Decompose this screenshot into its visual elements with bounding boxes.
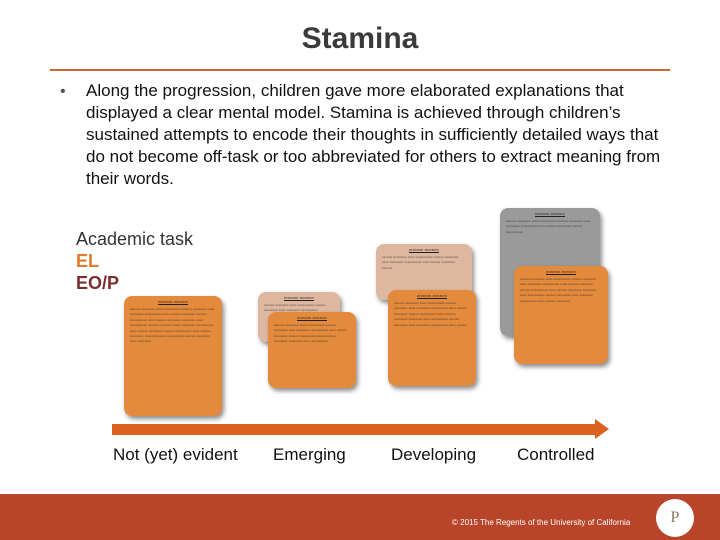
row-labels bbox=[76, 228, 193, 294]
card-heading: ▭▭▭▭ ▭▭▭▭ bbox=[535, 212, 565, 216]
label-eop: EO/P bbox=[76, 273, 120, 293]
card-body: ▭▭▭ ▭▭▭▭ ▭▭ ▭▭▭▭▭ ▭▭▭ ▭▭▭▭ ▭▭ ▭▭▭▭ ▭▭▭▭▭ ▭▭ ▭▭▭ ▭▭▭▭ ▭▭▭ bbox=[382, 255, 460, 270]
card-heading: ▭▭▭▭ ▭▭▭▭ bbox=[409, 248, 439, 252]
label-el: EL bbox=[76, 251, 100, 271]
example-card-controlled bbox=[514, 266, 608, 364]
stage-emerging: Emerging bbox=[273, 445, 346, 464]
slide-title: Stamina bbox=[301, 22, 419, 55]
example-card-not-yet-evident bbox=[124, 296, 222, 416]
title-divider bbox=[50, 69, 670, 71]
bullet-text: Along the progression, children gave more elaborated explanations that displayed a clear mental model. Stamina is achieved through children’s sustained attempts to encode their thoughts in sufficiently detailed ways that do not become off-task or too abbreviated for others to extract meaning from their words. bbox=[86, 81, 661, 188]
bullet-dot-icon: • bbox=[60, 83, 66, 100]
card-heading: ▭▭▭▭ ▭▭▭▭ bbox=[546, 270, 576, 274]
card-heading: ▭▭▭▭ ▭▭▭▭ bbox=[297, 316, 327, 320]
card-heading: ▭▭▭▭ ▭▭▭▭ bbox=[417, 294, 447, 298]
label-academic-task: Academic task bbox=[76, 229, 194, 249]
bullet-item bbox=[60, 80, 670, 190]
footer-bar bbox=[0, 494, 720, 540]
card-body: ▭▭▭ ▭▭▭▭ ▭▭ ▭▭▭▭▭ ▭▭▭ ▭▭▭▭ ▭▭ ▭▭▭▭ ▭▭▭▭▭ ▭▭ ▭▭▭ ▭▭▭▭ ▭▭▭ ▭▭▭▭▭ ▭▭ ▭▭▭ ▭▭▭▭ ▭▭▭▭ ▭▭ ▭▭▭▭▭ ▭▭▭ ▭▭▭▭ ▭▭ ▭▭▭▭ ▭▭▭▭▭ ▭▭ ▭▭▭ bbox=[394, 301, 468, 327]
arrow-head-icon bbox=[595, 419, 609, 439]
stage-developing: Developing bbox=[391, 445, 477, 464]
logo bbox=[656, 499, 694, 537]
example-card-emerging bbox=[268, 312, 356, 388]
card-body: ▭▭▭ ▭▭▭▭ ▭▭ ▭▭▭▭▭ ▭▭▭ ▭▭▭▭ ▭▭ ▭▭▭▭ ▭▭▭▭▭ ▭▭ ▭▭▭ ▭▭▭▭ ▭▭▭ ▭▭▭▭▭ ▭▭ ▭▭▭ ▭▭▭▭ ▭▭▭▭ ▭▭ ▭▭▭▭▭ ▭▭▭ ▭▭▭▭ ▭▭ ▭▭▭▭ ▭▭▭▭▭ ▭▭ ▭▭▭ ▭▭▭▭ ▭▭▭ ▭▭▭▭▭ ▭▭ ▭▭▭ ▭▭▭▭ ▭▭▭▭ ▭▭ ▭▭▭▭▭ ▭▭▭ ▭▭▭▭ ▭▭ ▭▭▭▭ bbox=[130, 307, 216, 344]
card-heading: ▭▭▭▭ ▭▭▭▭ bbox=[158, 300, 188, 304]
progression-arrow bbox=[112, 424, 597, 435]
logo-icon: P bbox=[670, 509, 680, 526]
stage-controlled: Controlled bbox=[517, 445, 595, 464]
card-body: ▭▭▭ ▭▭▭▭ ▭▭ ▭▭▭▭▭ ▭▭▭ ▭▭▭▭ ▭▭ ▭▭▭▭ ▭▭▭▭▭ ▭▭ ▭▭▭ ▭▭▭▭ ▭▭▭ ▭▭▭▭▭ ▭▭ ▭▭▭ ▭▭▭▭ ▭▭▭▭ ▭▭ ▭▭▭▭▭ ▭▭▭ ▭▭▭▭ ▭▭ ▭▭▭▭ ▭▭▭▭▭ ▭▭ ▭▭▭ ▭▭▭▭ bbox=[520, 277, 598, 303]
card-heading: ▭▭▭▭ ▭▭▭▭ bbox=[284, 296, 314, 300]
stage-not-yet-evident: Not (yet) evident bbox=[113, 445, 238, 464]
card-body: ▭▭▭ ▭▭▭▭ ▭▭ ▭▭▭▭▭ ▭▭▭ ▭▭▭▭ ▭▭ ▭▭▭▭ ▭▭▭▭▭ bbox=[264, 303, 327, 313]
card-body: ▭▭▭ ▭▭▭▭ ▭▭ ▭▭▭▭▭ ▭▭▭ ▭▭▭▭ ▭▭ ▭▭▭▭ ▭▭▭▭▭ ▭▭ ▭▭▭ ▭▭▭▭ ▭▭▭ ▭▭▭▭▭ bbox=[506, 219, 592, 234]
copyright-text: © 2015 The Regents of the University of California bbox=[452, 518, 631, 527]
example-card-developing bbox=[388, 290, 476, 386]
card-body: ▭▭▭ ▭▭▭▭ ▭▭ ▭▭▭▭▭ ▭▭▭ ▭▭▭▭ ▭▭ ▭▭▭▭ ▭▭▭▭▭ ▭▭ ▭▭▭ ▭▭▭▭ ▭▭▭ ▭▭▭▭▭ ▭▭ ▭▭▭ ▭▭▭▭ ▭▭▭▭ ▭▭ ▭▭▭▭▭ bbox=[274, 323, 348, 344]
